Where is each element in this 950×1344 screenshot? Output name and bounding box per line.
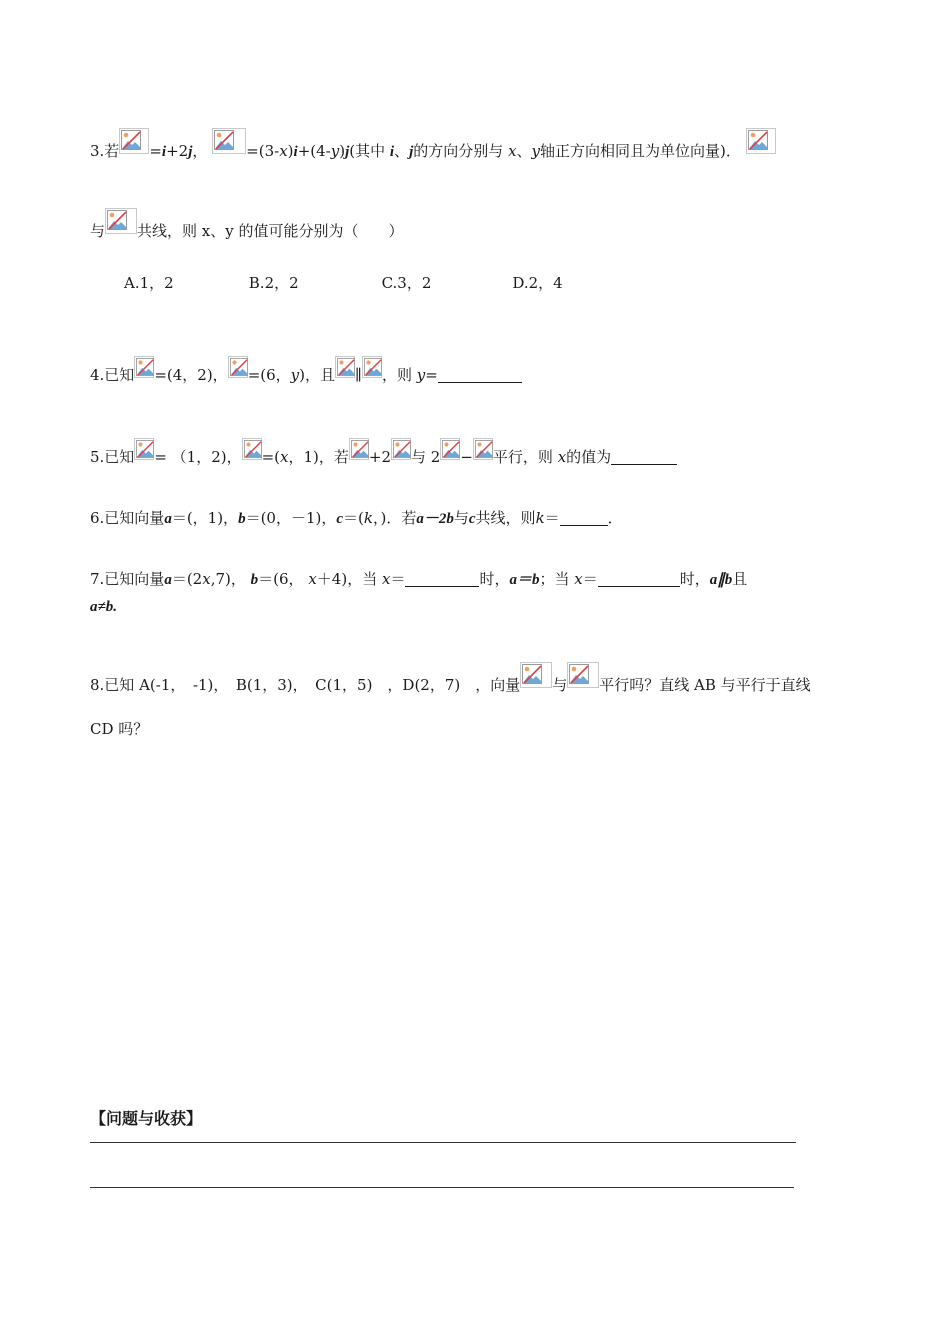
option-d[interactable]: D.2，4 <box>512 274 563 292</box>
image-placeholder-icon <box>335 356 355 378</box>
reflection-heading: 【问题与收获】 <box>90 1109 203 1128</box>
answer-blank[interactable] <box>611 449 677 465</box>
answer-line[interactable] <box>90 1142 796 1143</box>
answer-blank[interactable] <box>598 571 680 587</box>
question-7-line-1: 7.已知向量a＝(2x,7)， b＝(6， x＋4)，当 x＝ 时，a＝b；当 x＝ 时，a∥b且 <box>90 570 748 588</box>
answer-line[interactable] <box>90 1187 794 1188</box>
option-c[interactable]: C.3，2 <box>381 274 432 292</box>
question-4: 4.已知 =(4，2)， =(6，y)，且 ∥ ，则 y= <box>90 356 522 386</box>
image-placeholder-icon <box>391 438 411 460</box>
image-placeholder-icon <box>105 208 137 234</box>
image-placeholder-icon <box>520 662 552 688</box>
answer-blank[interactable] <box>438 367 522 383</box>
question-8-line-1: 8.已知 A(-1， -1)， B(1，3)， C(1，5) ，D(2，7) ，向量 与 平行吗？直线 AB 与平行于直线 <box>90 662 811 696</box>
image-placeholder-icon <box>362 356 382 378</box>
image-placeholder-icon <box>119 128 149 154</box>
question-3-line-1: 3.若 =i+2j， =(3-x)i+(4-y)j(其中 i、j的方向分别与 x、y轴正方向相同且为单位向量)． <box>90 128 776 163</box>
question-6: 6.已知向量a＝(，1)，b＝(0，－1)，c＝(k，)．若a－2b与c共线，则k＝ ． <box>90 509 623 527</box>
answer-blank[interactable] <box>560 510 608 526</box>
image-placeholder-icon <box>134 356 154 378</box>
question-7-line-2: a≠b. <box>90 599 117 615</box>
image-placeholder-icon <box>212 128 246 154</box>
option-b[interactable]: B.2，2 <box>248 274 299 292</box>
question-5: 5.已知 = （1，2)， =(x，1)，若 +2 与 2 − 平行，则 x的值为 <box>90 438 677 468</box>
image-placeholder-icon <box>349 438 369 460</box>
image-placeholder-icon <box>567 662 599 688</box>
question-3-options <box>124 272 632 294</box>
image-placeholder-icon <box>134 438 154 460</box>
answer-blank[interactable] <box>405 571 479 587</box>
option-a[interactable]: A.1，2 <box>124 274 174 292</box>
question-3-line-2: 与 共线，则 x、y 的值可能分别为（ ） <box>90 208 404 242</box>
image-placeholder-icon <box>242 438 262 460</box>
image-placeholder-icon <box>440 438 460 460</box>
image-placeholder-icon <box>228 356 248 378</box>
question-8-line-2: CD 吗？ <box>90 720 149 738</box>
image-placeholder-icon <box>473 438 493 460</box>
image-placeholder-icon <box>746 128 776 154</box>
